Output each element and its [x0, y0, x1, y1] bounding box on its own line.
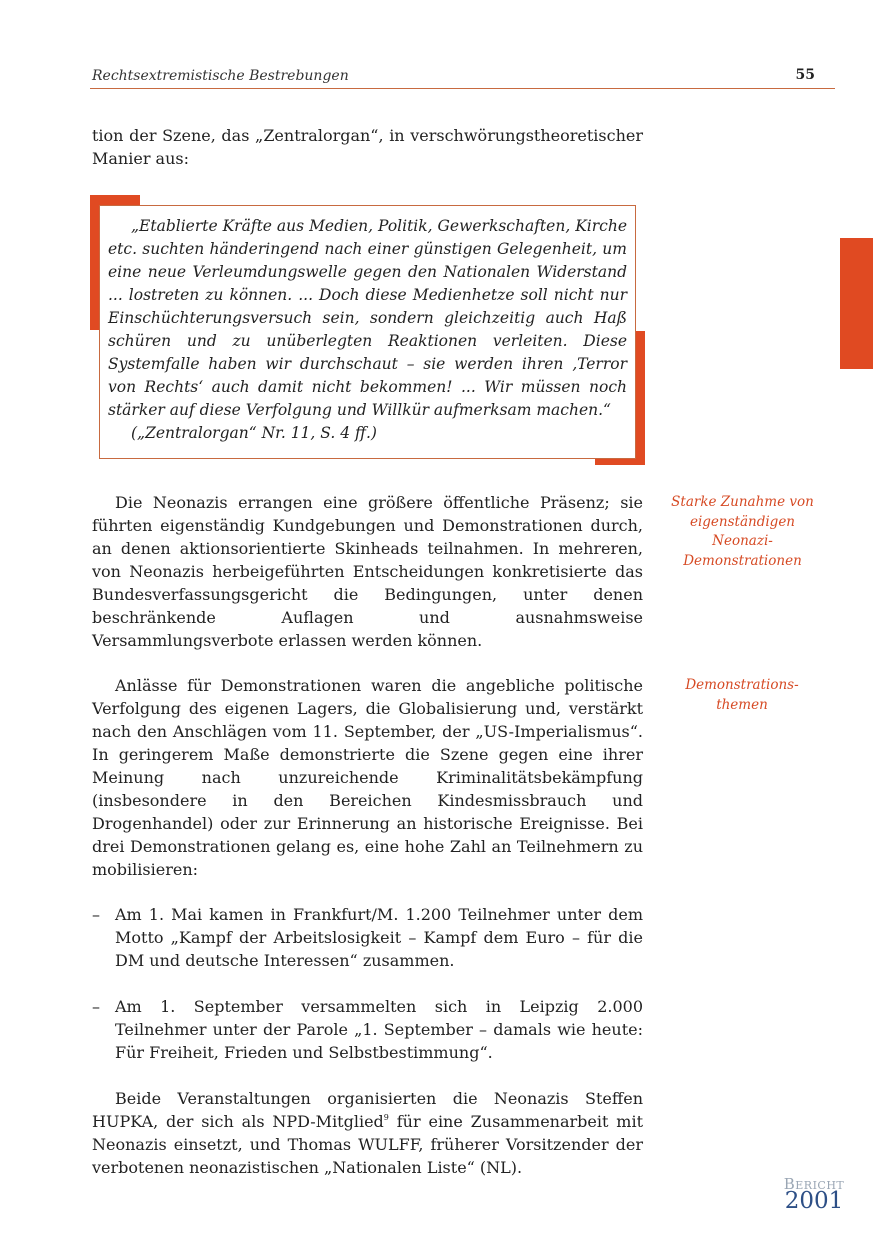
paragraph-neonazi-presence: Die Neonazis errangen eine größere öffentliche Präsenz; sie führten eigenständig Kundgebungen und Demonstrationen durch, an denen aktionsorientierte Skinheads teilnahmen. In mehreren, von Neonazis herbeigeführten Entscheidungen konkretisierte das Bundesverfassungsgericht die Bedingungen, unter denen beschränkende Auflagen und ausnahmsweise Versammlungsverbote erlassen werden können.	[92, 493, 643, 650]
running-header-title: Rechtsextremistische Bestrebungen	[92, 68, 349, 84]
logo-year: 2001	[784, 1188, 844, 1214]
bullet-text-leipzig: Am 1. September versammelten sich in Leipzig 2.000 Teilnehmer unter der Parole „1. September – damals wie heute: Für Freiheit, Frieden und Selbstbestimmung“.	[115, 997, 643, 1062]
list-item	[92, 995, 643, 1064]
bullet-text-frankfurt: Am 1. Mai kamen in Frankfurt/M. 1.200 Teilnehmer unter dem Motto „Kampf der Arbeitslosigkeit – Kampf dem Euro – für die DM und deutsche Interessen“ zusammen.	[115, 905, 643, 970]
report-logo	[776, 1177, 852, 1213]
page-number: 55	[795, 67, 815, 83]
footnote-marker[interactable]: 9	[383, 1113, 389, 1122]
quote-box	[99, 205, 636, 459]
margin-note-demonstration-topics: Demonstrations-themen	[685, 677, 799, 713]
quote-text: „Etablierte Kräfte aus Medien, Politik, Gewerkschaften, Kirche etc. suchten händeringend nach einer günstigen Gelegenheit, um eine neue Verleumdungswelle gegen den Nationalen Widerstand ... lostreten zu können. ... Doch diese Medienhetze soll nicht nur Einschüchterungsversuch sein, sondern gleichzeitig auch Haß schüren und zu unüberlegten Reaktionen verleiten. Diese Systemfalle haben wir durchschaut – sie werden ihren ‚Terror von Rechts‘ auch damit nicht bekommen! ... Wir müssen noch stärker auf diese Verfolgung und Willkür aufmerksam machen.“	[108, 217, 627, 419]
intro-paragraph: tion der Szene, das „Zentralorgan“, in verschwörungstheoretischer Manier aus:	[92, 126, 643, 168]
paragraph-demonstration-reasons: Anlässe für Demonstrationen waren die angebliche politische Verfolgung des eigenen Lagers, die Globalisierung und, verstärkt nach den Anschlägen vom 11. September, der „US-Imperialismus“. In geringerem Maße demonstrierte die Szene gegen eine ihrer Meinung nach unzureichende Kriminalitätsbekämpfung (insbesondere in den Bereichen Kindesmissbrauch und Drogenhandel) oder zur Erinnerung an historische Ereignisse. Bei drei Demonstrationen gelang es, eine hohe Zahl an Teilnehmern zu mobilisieren:	[92, 676, 643, 879]
bullet-dash: –	[92, 905, 100, 924]
chapter-side-tab	[840, 238, 873, 369]
organizers-text-part-2: für eine Zusammenarbeit mit Neonazis einsetzt, und Thomas WULFF, früherer Vorsitzender der verbotenen neonazistischen „Nationalen Liste“ (NL).	[92, 1112, 643, 1177]
list-item	[92, 903, 643, 972]
margin-note-demonstrations-increase: Starke Zunahme von eigenständigen Neonazi-Demonstrationen	[671, 494, 814, 569]
header-rule	[90, 88, 835, 89]
organizers-text-part-1: Beide Veranstaltungen organisierten die Neonazis Steffen HUPKA, der sich als NPD-Mitglied	[92, 1089, 643, 1131]
quote-source: („Zentralorgan“ Nr. 11, S. 4 ff.)	[131, 424, 377, 442]
bullet-dash: –	[92, 997, 100, 1016]
paragraph-organizers	[92, 1087, 643, 1179]
logo-word: Bericht	[783, 1175, 845, 1193]
